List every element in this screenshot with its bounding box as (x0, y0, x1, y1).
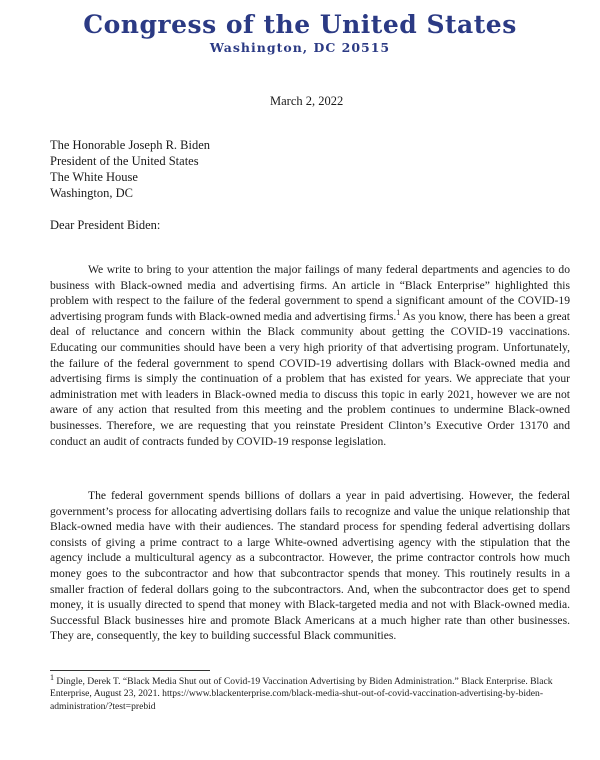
salutation: Dear President Biden: (50, 218, 161, 232)
footnote-reference: 1 (396, 307, 401, 317)
letterhead (0, 10, 600, 56)
footnote-text: Dingle, Derek T. “Black Media Shut out of Covid-19 Vaccination Advertising by Biden Administration.” Black Enterprise. Black Enterprise, August 23, 2021. https://www.blackenterprise.com/black-media-shut-out-of-covid-vaccination-advertising-by-biden-administration/?test=prebid (50, 676, 553, 712)
body-paragraph-1 (50, 262, 570, 449)
footnote-marker: 1 (50, 672, 54, 682)
body-paragraph-2: The federal government spends billions of dollars a year in paid advertising. However, the federal government’s process for allocating advertising dollars fails to recognize and value the unique relationship that Black-owned media have with their audiences. The standard process for spending federal advertising dollars consists of giving a prime contract to a large White-owned advertising agency with the stipulation that the agency include a multicultural agency as a subcontractor. However, the prime contractor controls how much money goes to the subcontractor and how that subcontractor spends that money. This routinely results in a smaller fraction of federal dollars going to the subcontractors. And, when the subcontractor does get to spend money, it is usually directed to spend that money with Black-targeted media and not with Black-owned media. Successful Black businesses hire and promote Black Americans at a much higher rate than other businesses. They are, consequently, the key to building successful Black communities. (50, 489, 570, 643)
letterhead-title: Congress of the United States (83, 10, 517, 39)
recipient-address (50, 137, 210, 201)
footnote (50, 672, 570, 713)
paragraph-1-part-a: We write to bring to your attention the major failings of many federal departments and agencies to do business with Black-owned media and advertising firms. An article in “Black Enterprise” highlighted this problem with respect to the failure of the federal government to spend a significant amount of the COVID-19 advertising program funds with Black-owned media and advertising firms. (50, 263, 570, 323)
recipient-name: The Honorable Joseph R. Biden (50, 138, 211, 152)
footnote-divider (50, 670, 210, 671)
recipient-office: The White House (50, 170, 138, 184)
letterhead-city: Washington, DC 20515 (209, 40, 391, 55)
recipient-title: President of the United States (50, 154, 199, 168)
recipient-city: Washington, DC (50, 186, 134, 200)
paragraph-1-part-b: As you know, there has been a great deal of reluctance and concern within the Black community about getting the COVID-19 vaccinations. Educating our communities should have been a very high priority of that advertising program. Unfortunately, the failure of the federal government to spend COVID-19 advertising dollars with Black-owned media and advertising firms is simply the continuation of a problem that has existed for years. We appreciate that your administration met with leaders in Black-owned media to discuss this topic in early 2021, however we are not aware of any action that resulted from this meeting and the problem continues to undermine Black-owned businesses. Therefore, we are requesting that you reinstate President Clinton’s Executive Order 13170 and conduct an audit of contracts funded by COVID-19 response legislation. (50, 309, 570, 448)
letter-date: March 2, 2022 (270, 94, 344, 108)
